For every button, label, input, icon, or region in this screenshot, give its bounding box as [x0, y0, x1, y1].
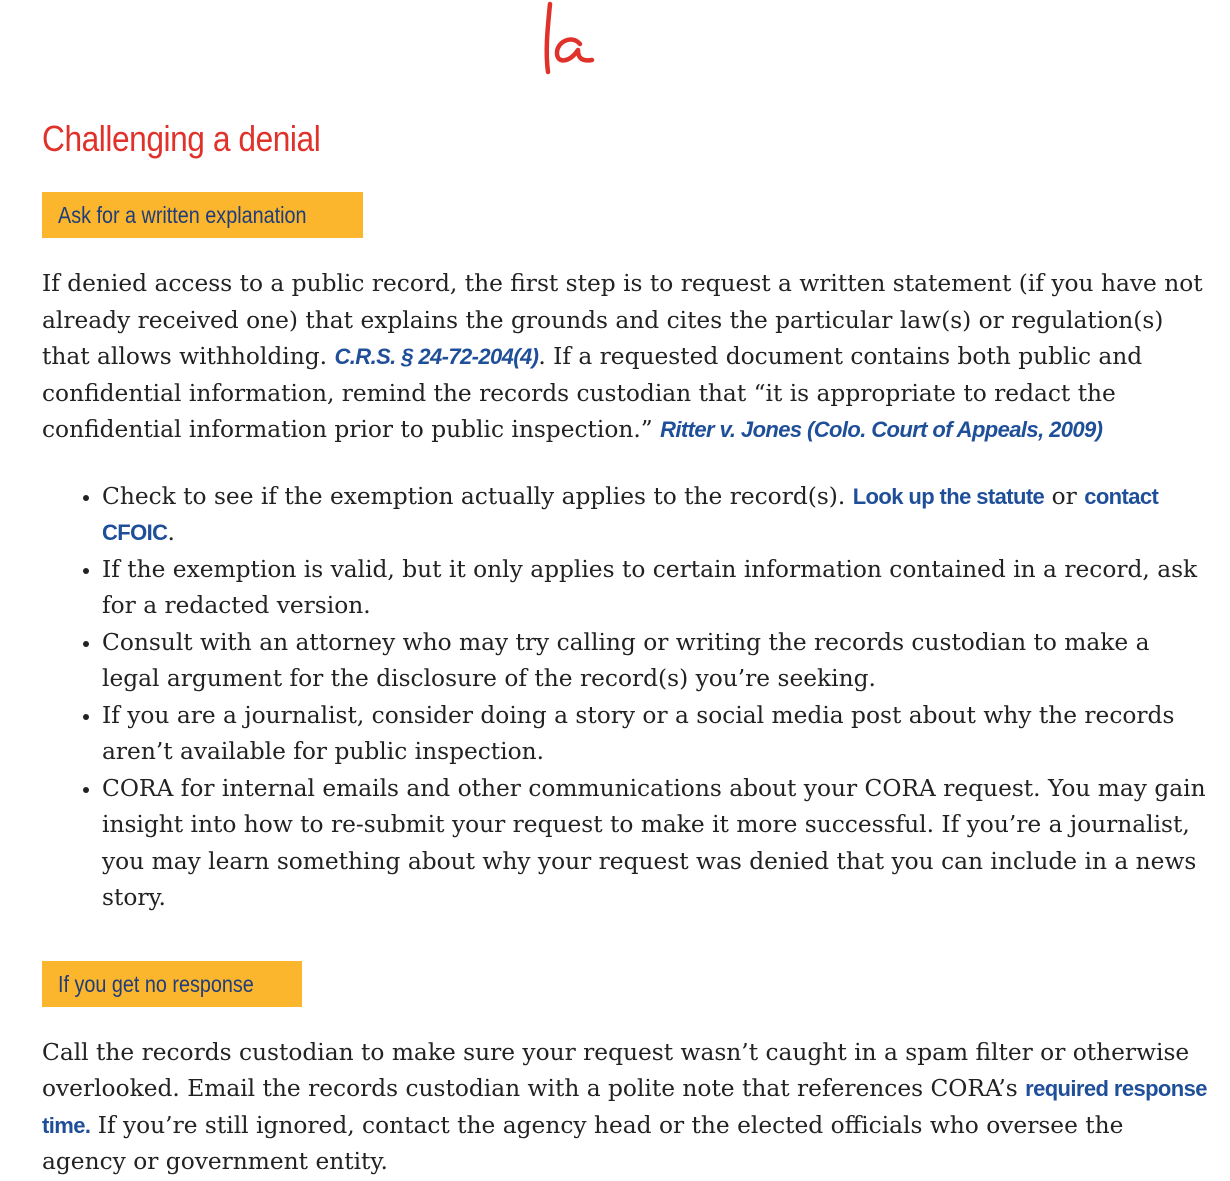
- list-item-text: .: [167, 519, 175, 546]
- logo-icon: [540, 0, 604, 80]
- case-citation-link[interactable]: Ritter v. Jones (Colo. Court of Appeals, 2009): [660, 417, 1103, 442]
- section-tag-written-explanation: [42, 192, 363, 238]
- list-item: • Consult with an attorney who may try calling or writing the records custodian to make a legal argument for the disclosure of the record(s) you’re seeking.: [102, 625, 1212, 698]
- paragraph-no-response: [42, 1035, 1212, 1181]
- list-item: • If the exemption is valid, but it only applies to certain information contained in a record, ask for a redacted version.: [102, 552, 1212, 625]
- paragraph-written-explanation: [42, 266, 1212, 449]
- article: [42, 118, 1212, 1181]
- page-title: Challenging a denial: [42, 118, 321, 159]
- list-item: • If you are a journalist, consider doing a story or a social media post about why the records aren’t available for public inspection.: [102, 698, 1212, 771]
- look-up-statute-link[interactable]: Look up the statute: [852, 483, 1045, 509]
- list-item: • CORA for internal emails and other communications about your CORA request. You may gain insight into how to re-submit your request to make it more successful. If you’re a journalist, you may learn something about why your request was denied that you can include in a news story.: [102, 771, 1212, 917]
- tips-list: [42, 479, 1212, 917]
- contact-cfoic-link[interactable]: contact CFOIC: [102, 483, 1159, 545]
- list-item: [102, 479, 1212, 552]
- section-tag-label: If you get no response: [58, 970, 254, 997]
- list-item-text: Check to see if the exemption actually applies to the record(s).: [102, 482, 853, 510]
- required-response-time-link[interactable]: required response time.: [42, 1076, 1207, 1138]
- paragraph-text: . If a requested document contains both public and confidential information, remind the records custodian that “it is appropriate to redact the confidential information prior to public inspection.”: [42, 343, 1143, 443]
- section-tag-no-response: [42, 961, 302, 1007]
- paragraph-text: Call the records custodian to make sure your request wasn’t caught in a spam filter or otherwise overlooked. Email the records custodian with a polite note that references CORA’s: [42, 1038, 1190, 1102]
- paragraph-text: If denied access to a public record, the first step is to request a written statement (if you have not already received one) that explains the grounds and cites the particular law(s) or regulation(s) that allows withholding.: [42, 270, 1203, 370]
- section-tag-label: Ask for a written explanation: [58, 202, 307, 228]
- statute-citation-link[interactable]: C.R.S. § 24-72-204(4): [334, 344, 539, 369]
- paragraph-text: If you’re still ignored, contact the agency head or the elected officials who oversee the agency or government entity.: [42, 1111, 1124, 1175]
- list-item-text: or: [1044, 482, 1085, 510]
